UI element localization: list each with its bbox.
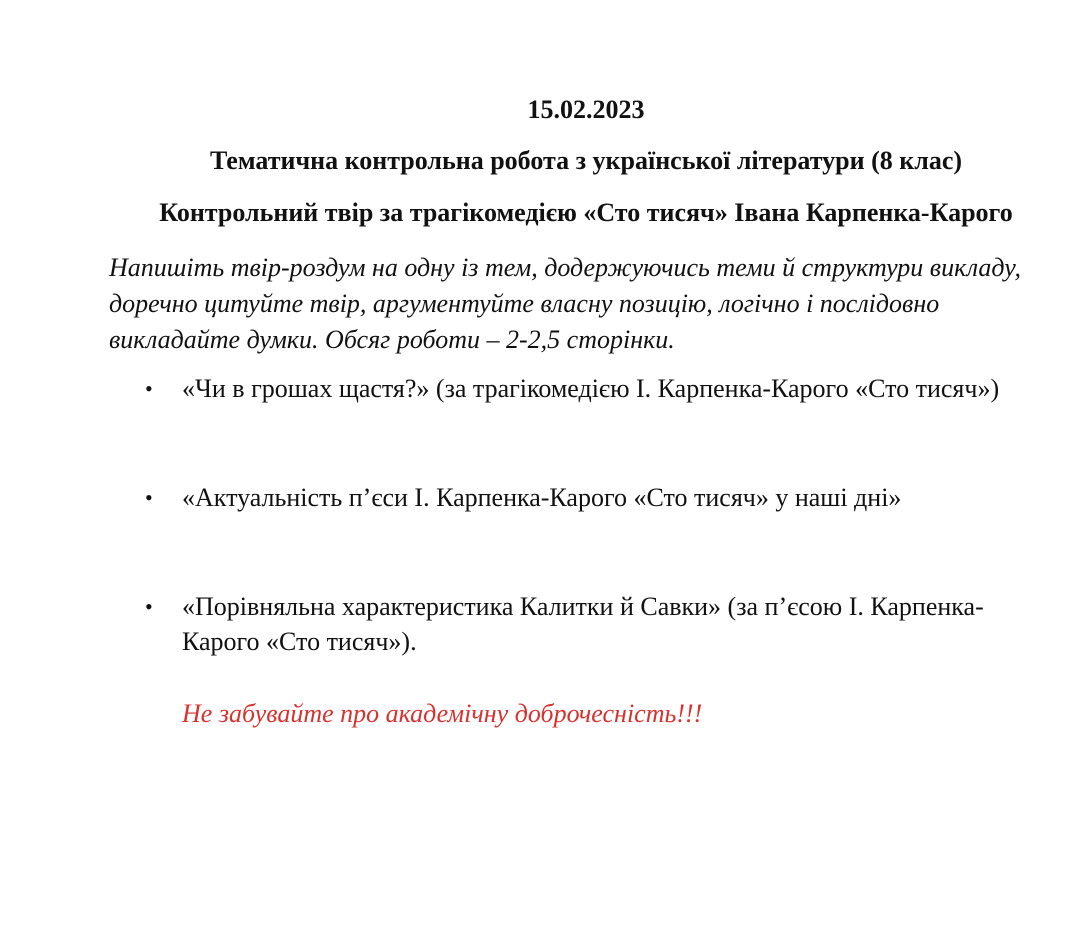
document-subtitle: Контрольний твір за трагікомедією «Сто тисяч» Івана Карпенка-Карого: [159, 198, 1013, 227]
assignment-instructions: Напишіть твір-роздум на одну із тем, додержуючись теми й структури викладу, доречно цитуйте твір, аргументуйте власну позицію, логічно і послідовно викладайте думки. Обсяг роботи – 2-2,5 сторінки.: [109, 253, 1021, 354]
bullet-icon: •: [145, 485, 153, 510]
academic-integrity-reminder: Не забувайте про академічну доброчесність!!!: [182, 699, 703, 728]
bullet-icon: •: [145, 376, 153, 401]
document-title: Тематична контрольна робота з української літератури (8 клас): [209, 146, 963, 175]
topic-text: «Чи в грошах щастя?» (за трагікомедією І. Карпенка-Карого «Сто тисяч»): [182, 374, 1000, 403]
topic-text: «Актуальність п’єси І. Карпенка-Карого «Сто тисяч» у наші дні»: [182, 483, 902, 512]
topic-text: «Порівняльна характеристика Калитки й Савки» (за п’єсою І. Карпенка-Карого «Сто тисяч»).: [182, 592, 984, 656]
document-date: 15.02.2023: [527, 95, 645, 124]
bullet-icon: •: [145, 594, 153, 619]
